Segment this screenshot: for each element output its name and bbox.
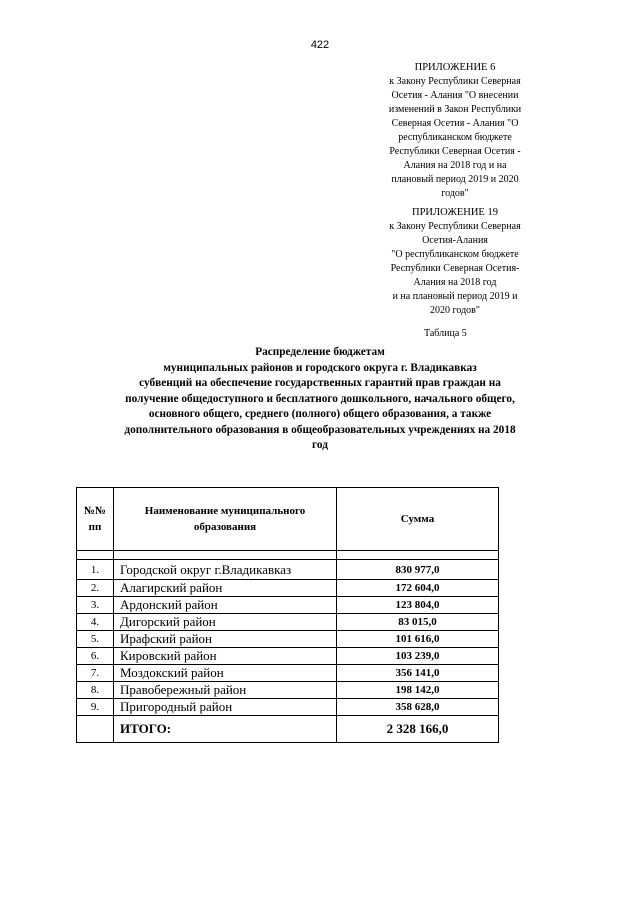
appendix-19-line: Алания на 2018 год	[413, 277, 497, 288]
row-municipality: Кировский район	[114, 648, 337, 665]
row-number: 8.	[77, 682, 114, 699]
total-number-cell	[77, 716, 114, 743]
row-number: 6.	[77, 648, 114, 665]
appendix-6-line: к Закону Республики Северная	[389, 76, 521, 87]
table-row	[77, 665, 499, 682]
title-line: субвенций на обеспечение государственных гарантий прав граждан на	[139, 377, 501, 389]
row-sum: 103 239,0	[337, 648, 499, 665]
appendix-19-heading: ПРИЛОЖЕНИЕ 19	[412, 207, 498, 218]
appendix-6-line: годов"	[441, 188, 469, 199]
row-number: 1.	[77, 560, 114, 580]
header-sum: Сумма	[337, 488, 499, 551]
appendix-19-line: Осетия-Алания	[422, 235, 488, 246]
total-label: ИТОГО:	[114, 716, 337, 743]
table-row	[77, 614, 499, 631]
row-municipality: Ирафский район	[114, 631, 337, 648]
header-number	[77, 488, 114, 551]
table-label: Таблица 5	[424, 328, 467, 339]
spacer-cell	[337, 551, 499, 560]
title-line: Распределение бюджетам	[255, 346, 385, 358]
title-line: дополнительного образования в общеобразовательных учреждениях на 2018	[124, 423, 516, 436]
row-municipality: Городской округ г.Владикавказ	[114, 560, 337, 580]
row-sum: 172 604,0	[337, 580, 499, 597]
total-sum: 2 328 166,0	[337, 716, 499, 743]
appendix-6-line: плановый период 2019 и 2020	[391, 174, 519, 185]
appendix-6-line: республиканском бюджете	[398, 132, 512, 143]
appendix-19-line: 2020 годов"	[430, 305, 480, 316]
appendix-6-block	[365, 61, 545, 201]
header-number-line1: №№	[83, 505, 107, 517]
appendix-19-line: "О республиканском бюджете	[391, 249, 519, 260]
header-number-line2: пп	[88, 521, 102, 533]
appendix-19-line: к Закону Республики Северная	[389, 221, 521, 232]
table-total-row	[77, 716, 499, 743]
row-municipality: Алагирский район	[114, 580, 337, 597]
table-spacer-row	[77, 551, 499, 560]
row-municipality: Дигорский район	[114, 614, 337, 631]
table-row	[77, 699, 499, 716]
spacer-cell	[77, 551, 114, 560]
table-row	[77, 580, 499, 597]
row-number: 2.	[77, 580, 114, 597]
title-line: муниципальных районов и городского округа г. Владикавказ	[163, 361, 477, 374]
appendix-6-line: Алания на 2018 год и на	[403, 160, 507, 171]
row-number: 5.	[77, 631, 114, 648]
appendix-6-line: Северная Осетия - Алания "О	[391, 118, 519, 129]
row-municipality: Моздокский район	[114, 665, 337, 682]
appendix-6-line: Республики Северная Осетия -	[389, 146, 521, 157]
appendix-6-heading: ПРИЛОЖЕНИЕ 6	[414, 62, 496, 73]
row-sum: 83 015,0	[337, 614, 499, 631]
row-sum: 356 141,0	[337, 665, 499, 682]
appendix-6-line: Осетия - Алания "О внесении	[391, 90, 519, 101]
row-sum: 123 804,0	[337, 597, 499, 614]
row-municipality: Ардонский район	[114, 597, 337, 614]
row-sum: 830 977,0	[337, 560, 499, 580]
appendix-6-line: изменений в Закон Республики	[388, 104, 522, 115]
header-name-line1: Наименование муниципального	[144, 505, 306, 517]
row-municipality: Пригородный район	[114, 699, 337, 716]
title-line: основного общего, среднего (полного) общего образования, а также	[148, 408, 492, 420]
page-number: 422	[310, 39, 330, 51]
budget-distribution-table	[76, 487, 499, 743]
row-sum: 101 616,0	[337, 631, 499, 648]
row-sum: 358 628,0	[337, 699, 499, 716]
row-number: 4.	[77, 614, 114, 631]
appendix-19-line: и на плановый период 2019 и	[392, 291, 518, 302]
document-title	[60, 345, 580, 454]
row-number: 7.	[77, 665, 114, 682]
header-name-line2: образования	[193, 521, 257, 533]
table-row	[77, 648, 499, 665]
table-row	[77, 682, 499, 699]
table-row	[77, 560, 499, 580]
row-sum: 198 142,0	[337, 682, 499, 699]
row-number: 3.	[77, 597, 114, 614]
row-municipality: Правобережный район	[114, 682, 337, 699]
appendix-19-block	[365, 206, 545, 318]
title-line: получение общедоступного и бесплатного дошкольного, начального общего,	[125, 392, 515, 405]
spacer-cell	[114, 551, 337, 560]
table-header-row	[77, 488, 499, 551]
row-number: 9.	[77, 699, 114, 716]
title-line: год	[312, 439, 328, 451]
table-row	[77, 597, 499, 614]
table-row	[77, 631, 499, 648]
header-municipality-name	[114, 488, 337, 551]
appendix-19-line: Республики Северная Осетия-	[390, 263, 520, 274]
